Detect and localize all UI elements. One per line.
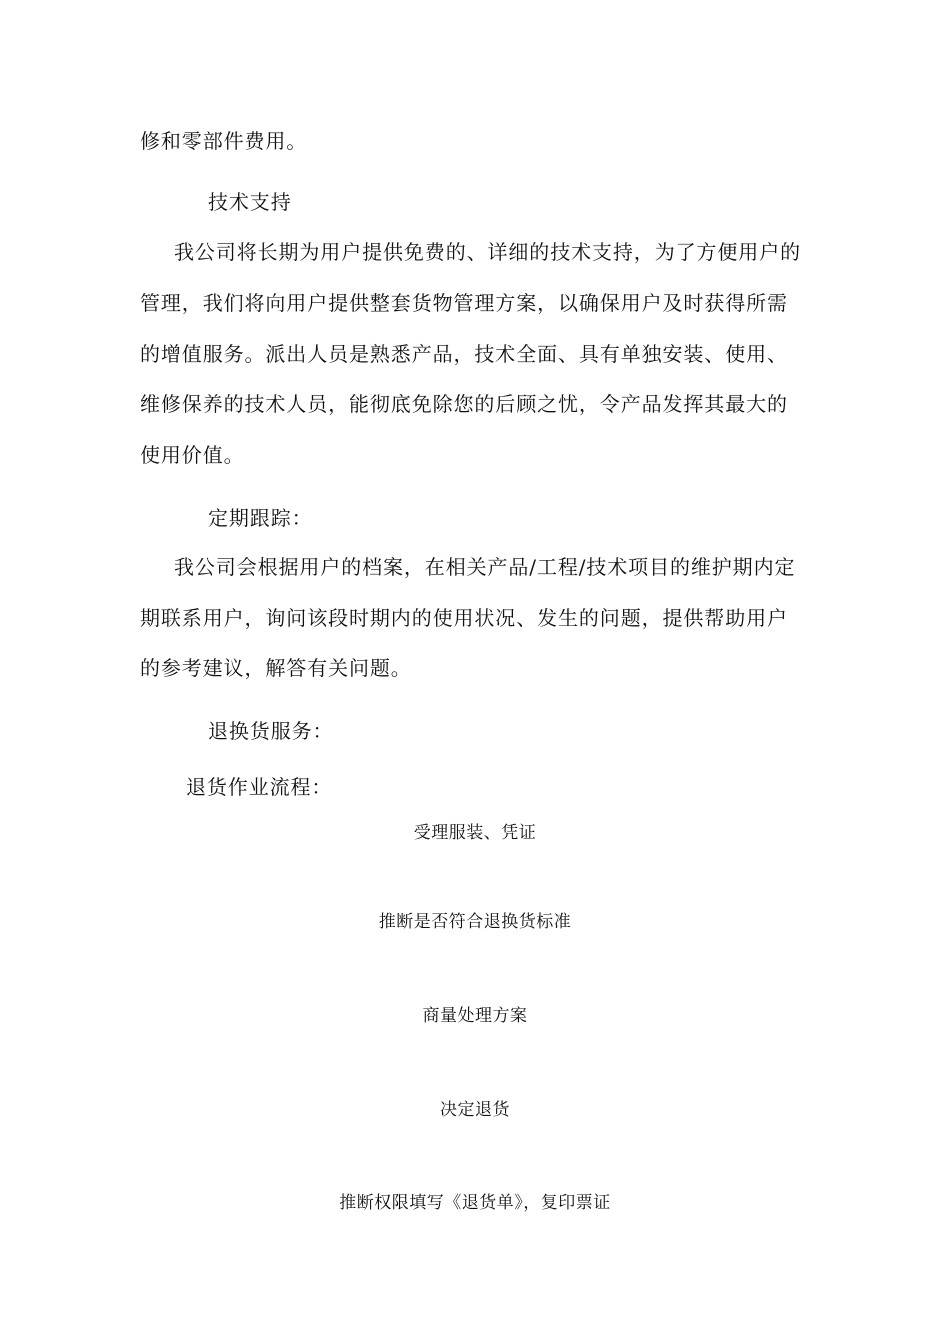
section-heading-return-exchange: 退换货服务：	[208, 719, 334, 743]
flow-title: 退货作业流程：	[186, 775, 333, 799]
paragraph-line: 期联系用户，询问该段时期内的使用状况、发生的问题，提供帮助用户	[140, 606, 788, 630]
paragraph-line: 的参考建议，解答有关问题。	[140, 656, 412, 680]
flow-step: 推断是否符合退换货标准	[378, 912, 572, 932]
paragraph-line: 我公司将长期为用户提供免费的、详细的技术支持，为了方便用户的	[174, 240, 801, 264]
paragraph-line: 维修保养的技术人员，能彻底免除您的后顾之忧，令产品发挥其最大的	[140, 392, 788, 416]
section-heading-periodic-tracking: 定期跟踪：	[208, 506, 313, 530]
flow-step: 商量处理方案	[422, 1006, 528, 1026]
paragraph-line: 我公司会根据用户的档案，在相关产品/工程/技术项目的维护期内定	[174, 555, 796, 579]
flow-step: 决定退货	[440, 1100, 510, 1120]
flow-step: 推断权限填写《退货单》，复印票证	[339, 1193, 611, 1213]
flow-step: 受理服装、凭证	[413, 823, 537, 843]
paragraph-line: 使用价值。	[140, 443, 245, 467]
paragraph-line: 管理，我们将向用户提供整套货物管理方案，以确保用户及时获得所需	[140, 291, 788, 315]
section-heading-tech-support: 技术支持	[208, 190, 292, 214]
paragraph-line: 的增值服务。派出人员是熟悉产品，技术全面、具有单独安装、使用、	[140, 342, 788, 366]
paragraph-line: 修和零部件费用。	[140, 129, 308, 153]
